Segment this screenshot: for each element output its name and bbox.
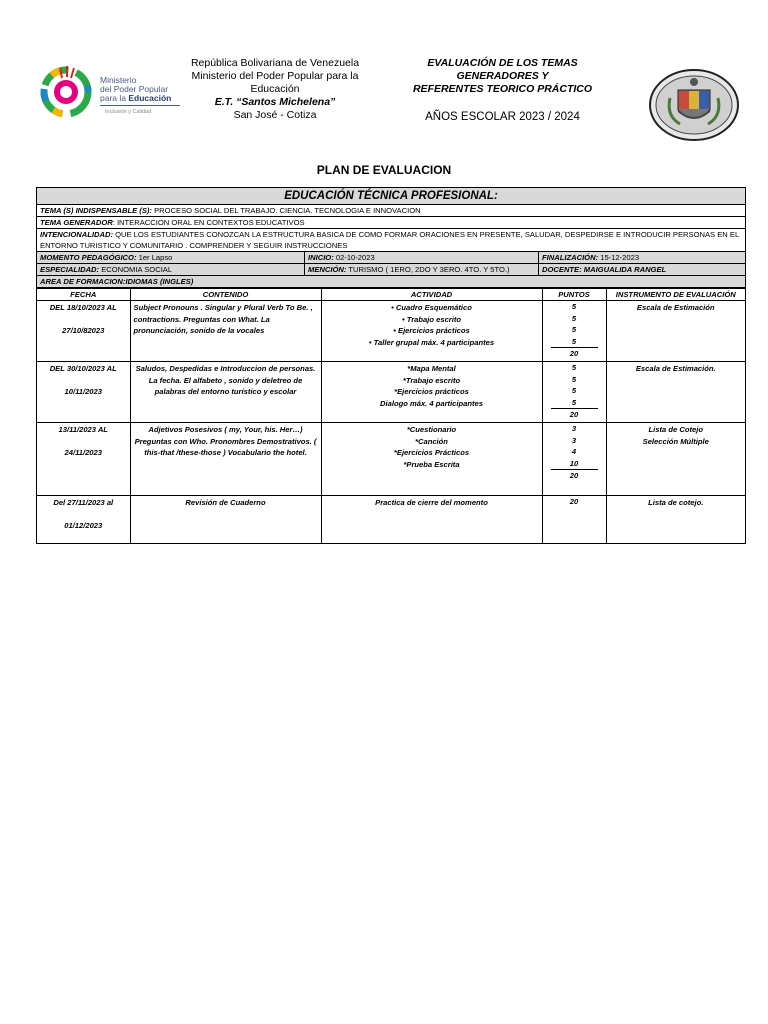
fecha-cell (37, 423, 130, 496)
section-title: EDUCACIÓN TÉCNICA PROFESIONAL: (37, 188, 745, 205)
actividad-item: *Trabajo escrito (402, 375, 461, 385)
org-line-1: República Bolivariana de Venezuela (190, 57, 360, 69)
puntos-cell (542, 496, 606, 543)
espec-label: ESPECIALIDAD: (40, 265, 100, 274)
fecha-cell (37, 301, 130, 362)
actividad-item: *Cuestionario (406, 425, 457, 434)
actividad-item: *Ejercicios Prácticos (393, 448, 470, 457)
mencion-label: MENCIÓN: (308, 265, 347, 274)
final-label: FINALIZACIÓN: (542, 253, 599, 262)
evaluation-plan-table (36, 187, 746, 544)
fecha-start: 13/11/2023 AL (58, 425, 108, 434)
ministry-logo (40, 66, 185, 126)
actividad-item: *Canción (415, 436, 448, 446)
puntos-total: 20 (551, 469, 598, 482)
especialidad-row (37, 264, 745, 276)
finalizacion-cell (539, 252, 745, 263)
momento-cell (37, 252, 305, 263)
punto-value: 5 (571, 302, 577, 311)
intencionalidad-row (37, 229, 745, 252)
institution-header (180, 57, 370, 122)
punto-value: 5 (571, 313, 577, 323)
punto-value: 4 (571, 447, 577, 456)
docente-cell: DOCENTE: MAIGUALIDA RANGEL (542, 265, 667, 274)
contenido-cell: Saludos, Despedidas e Introduccion de personas. La fecha. El alfabeto , sonido y deletreo de palabras del entorno turístico y escolar (130, 362, 321, 423)
logo-tagline: Inclusión y Calidad (105, 109, 152, 115)
momento-row (37, 252, 745, 264)
momento-label: MOMENTO PEDAGÓGICO: (40, 253, 137, 262)
punto-value: 5 (571, 363, 577, 372)
intenc-value: QUE LOS ESTUDIANTES CONOZCAN LA ESTRUCTURA BASICA DE COMO FORMAR ORACIONES EN PRESENTE, SALUDAR, DESPEDIRSE E INTRODUCIR PERSONAS EN EL ENTORNO TURISTICO Y COMUNITARIO . COMPRENDER Y SEGUIR INSTRUCCIONES (40, 230, 739, 250)
school-name: E.T. “Santos Michelena” (214, 96, 336, 108)
activities-table (37, 288, 745, 543)
fecha-start: DEL 18/10/2023 AL (49, 303, 117, 312)
col-fecha: FECHA (37, 289, 130, 301)
mencion-value: TURISMO ( 1ERO, 2DO Y 3ERO. 4TO. Y 5TO.) (348, 265, 510, 274)
inicio-value: 02-10-2023 (335, 253, 375, 262)
punto-value: 5 (571, 336, 577, 346)
punto-value: 5 (571, 386, 577, 395)
punto-value: 5 (571, 397, 577, 407)
instrumento-value: Selección Múltiple (642, 436, 709, 446)
school-location: San José - Cotiza (233, 109, 317, 121)
fecha-end: 01/12/2023 (64, 521, 103, 530)
actividad-item: Dialogo máx. 4 participantes (380, 398, 483, 408)
fecha-cell (37, 496, 130, 543)
actividad-item: • Ejercicios prácticos (393, 326, 470, 335)
actividad-item: *Prueba Escrita (403, 459, 460, 469)
eval-title-1: EVALUACIÓN DE LOS TEMAS GENERADORES Y (427, 57, 578, 82)
table-row (37, 423, 745, 496)
logo-line-3a: para la (100, 93, 129, 103)
col-puntos: PUNTOS (542, 289, 606, 301)
mencion-cell (305, 264, 539, 275)
punto-value: 3 (571, 435, 577, 445)
logo-line-2: del Poder Popular (100, 84, 169, 94)
punto-value: 20 (569, 497, 579, 506)
table-row (37, 496, 745, 543)
school-year: AÑOS ESCOLAR 2023 / 2024 (425, 111, 580, 123)
col-contenido: CONTENIDO (130, 289, 321, 301)
puntos-cell (542, 362, 606, 423)
col-actividad: ACTIVIDAD (321, 289, 542, 301)
actividad-item: • Trabajo escrito (401, 314, 462, 324)
logo-line-1: Ministerio (100, 75, 137, 85)
punto-value: 3 (571, 424, 577, 433)
tema-gen-value: : INTERACCION ORAL EN CONTEXTOS EDUCATIVOS (112, 218, 305, 227)
logo-line-3b: Educación (128, 93, 172, 103)
fecha-start: DEL 30/10/2023 AL (49, 364, 117, 373)
fecha-end: 27/10/82023 (62, 326, 105, 335)
tema-indispensable-row (37, 205, 745, 217)
col-instrumento: INSTRUMENTO DE EVALUACIÓN (606, 289, 745, 301)
instrumento-cell (606, 423, 745, 496)
actividad-cell (321, 496, 542, 543)
tema-gen-label: TEMA GENERADOR (40, 218, 113, 227)
especialidad-cell (37, 264, 305, 275)
instrumento-value: Escala de Estimación (636, 303, 715, 312)
school-seal (648, 68, 740, 142)
table-row (37, 362, 745, 423)
inicio-label: INICIO: (308, 253, 334, 262)
contenido-cell: Subject Pronouns . Singular y Plural Verb To Be. , contractions. Preguntas con What. La pronunciación, sonido de la vocales (130, 301, 321, 362)
actividad-item: • Taller grupal máx. 4 participantes (368, 337, 495, 347)
punto-value: 5 (571, 325, 577, 334)
instrumento-cell (606, 496, 745, 543)
instrumento-value: Lista de Cotejo (648, 425, 703, 434)
final-value: 15-12-2023 (600, 253, 640, 262)
fecha-end: 24/11/2023 (64, 448, 102, 457)
fecha-cell (37, 362, 130, 423)
instrumento-value: Lista de cotejo. (648, 498, 704, 507)
contenido-cell: Revisión de Cuaderno (130, 496, 321, 543)
puntos-cell (542, 423, 606, 496)
actividad-item: • Cuadro Esquemático (391, 303, 472, 312)
area-formacion-row: AREA DE FORMACION:IDIOMAS (INGLES) (37, 276, 745, 288)
org-line-2: Ministerio del Poder Popular para la (191, 70, 359, 82)
actividad-cell (321, 301, 542, 362)
intenc-label: INTENCIONALIDAD: (40, 230, 113, 239)
espec-value: ECONOMIA SOCIAL (101, 265, 173, 274)
plan-title: PLAN DE EVALUACION (316, 163, 452, 177)
seal-emblem-icon (648, 68, 740, 142)
actividad-item: *Ejercicios prácticos (394, 387, 469, 396)
contenido-cell: Adjetivos Posesivos ( my, Your, his. Her…) Preguntas con Who. Pronombres Demostrativos. ( this-that /these-those ) Vocabulario the hotel. (130, 423, 321, 496)
instrumento-cell (606, 362, 745, 423)
instrumento-cell (606, 301, 745, 362)
tema-generador-row (37, 217, 745, 229)
eval-title-2: REFERENTES TEORICO PRÁCTICO (412, 83, 593, 95)
fecha-start: Del 27/11/2023 al (53, 498, 114, 507)
momento-value: 1er Lapso (138, 253, 173, 262)
punto-value: 10 (569, 458, 579, 468)
fecha-end: 10/11/2023 (64, 387, 102, 396)
table-header-row (37, 289, 745, 301)
actividad-item: Practica de cierre del momento (375, 498, 488, 507)
evaluation-header (385, 57, 620, 124)
actividad-cell (321, 423, 542, 496)
puntos-total: 20 (551, 347, 598, 360)
table-row (37, 301, 745, 362)
puntos-total: 20 (551, 408, 598, 421)
punto-value: 5 (571, 374, 577, 384)
actividad-item: *Mapa Mental (407, 364, 456, 373)
tema-ind-label: TEMA (S) INDISPENSABLE (S): (40, 206, 152, 215)
inicio-cell (305, 252, 539, 263)
puntos-cell (542, 301, 606, 362)
instrumento-value: Escala de Estimación. (635, 364, 716, 373)
org-line-3: Educación (250, 83, 300, 95)
actividad-cell (321, 362, 542, 423)
tema-ind-value: PROCESO SOCIAL DEL TRABAJO. CIENCIA. TECNOLOGIA E INNOVACION (154, 206, 421, 215)
